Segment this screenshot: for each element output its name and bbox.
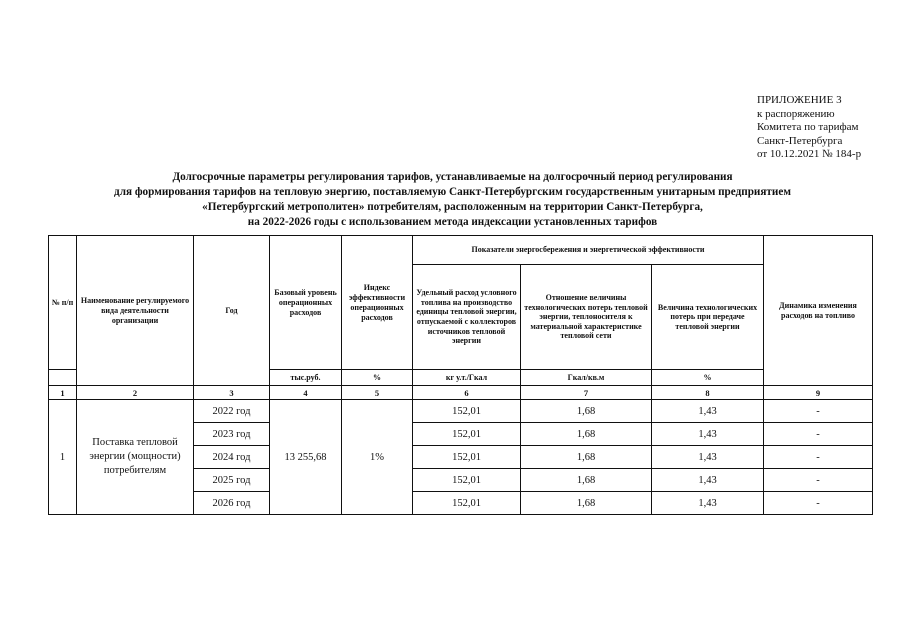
year-cell: 2022 год	[194, 400, 270, 423]
appendix-line: Санкт-Петербурга	[757, 134, 843, 147]
efficiency-index-value: 1%	[342, 400, 413, 515]
parameters-table	[48, 235, 873, 515]
appendix-line: Комитета по тарифам	[757, 121, 859, 133]
header-efficiency-index: Индекс эффективности операционных расходов	[342, 236, 413, 370]
fuel-dynamics-cell: -	[764, 423, 873, 446]
column-number: 3	[194, 386, 270, 400]
base-costs-value: 13 255,68	[270, 400, 342, 515]
losses-ratio-cell: 1,68	[521, 423, 652, 446]
unit-efficiency-index: %	[342, 370, 413, 386]
losses-value-cell: 1,43	[652, 423, 764, 446]
year-cell: 2024 год	[194, 446, 270, 469]
losses-value-cell: 1,43	[652, 400, 764, 423]
year-cell: 2023 год	[194, 423, 270, 446]
header-losses-ratio: Отношение величины технологических потерь тепловой энергии, теплоносителя к материальной характеристике тепловой сети	[521, 265, 652, 370]
header-fuel-dynamics: Динамика изменения расходов на топливо	[764, 236, 873, 386]
fuel-rate-cell: 152,01	[413, 492, 521, 515]
header-losses-value: Величина технологических потерь при передаче тепловой энергии	[652, 265, 764, 370]
document-title	[40, 170, 865, 230]
header-base-costs: Базовый уровень операционных расходов	[270, 236, 342, 370]
appendix-block	[757, 94, 861, 162]
header-num: № п/п	[49, 236, 77, 370]
column-number: 1	[49, 386, 77, 400]
column-number: 9	[764, 386, 873, 400]
fuel-rate-cell: 152,01	[413, 400, 521, 423]
unit-losses-value: %	[652, 370, 764, 386]
title-line: «Петербургский метрополитен» потребителям, расположенным на территории Санкт-Петербурга,	[202, 201, 703, 213]
org-activity: Поставка тепловой энергии (мощности) потребителям	[77, 400, 194, 515]
appendix-line: ПРИЛОЖЕНИЕ 3	[757, 94, 842, 106]
column-number: 4	[270, 386, 342, 400]
losses-ratio-cell: 1,68	[521, 400, 652, 423]
column-number: 7	[521, 386, 652, 400]
title-line: для формирования тарифов на тепловую энергию, поставляемую Санкт-Петербургским государственным унитарным предприятием	[114, 186, 791, 198]
header-org-name: Наименование регулируемого вида деятельности организации	[77, 236, 194, 386]
losses-ratio-cell: 1,68	[521, 492, 652, 515]
title-line: Долгосрочные параметры регулирования тарифов, устанавливаемые на долгосрочный период регулирования	[172, 171, 733, 183]
appendix-line: от 10.12.2021 № 184-р	[757, 148, 862, 160]
losses-value-cell: 1,43	[652, 469, 764, 492]
year-cell: 2025 год	[194, 469, 270, 492]
unit-losses-ratio: Гкал/кв.м	[521, 370, 652, 386]
fuel-dynamics-cell: -	[764, 492, 873, 515]
losses-value-cell: 1,43	[652, 446, 764, 469]
column-number: 8	[652, 386, 764, 400]
fuel-rate-cell: 152,01	[413, 469, 521, 492]
header-fuel-rate: Удельный расход условного топлива на производство единицы тепловой энергии, отпускаемой с коллекторов источников тепловой энергии	[413, 265, 521, 370]
losses-ratio-cell: 1,68	[521, 446, 652, 469]
title-line: на 2022-2026 годы с использованием метода индексации установленных тарифов	[247, 216, 658, 228]
fuel-rate-cell: 152,01	[413, 446, 521, 469]
fuel-dynamics-cell: -	[764, 446, 873, 469]
unit-fuel-rate: кг у.т./Гкал	[413, 370, 521, 386]
table-row	[49, 400, 873, 423]
unit-base-costs: тыс.руб.	[270, 370, 342, 386]
header-energy-group: Показатели энергосбережения и энергетической эффективности	[413, 236, 764, 265]
fuel-rate-cell: 152,01	[413, 423, 521, 446]
row-number: 1	[49, 400, 77, 515]
appendix-line: к распоряжению	[757, 107, 835, 120]
column-number: 6	[413, 386, 521, 400]
fuel-dynamics-cell: -	[764, 400, 873, 423]
header-year: Год	[194, 236, 270, 386]
losses-ratio-cell: 1,68	[521, 469, 652, 492]
year-cell: 2026 год	[194, 492, 270, 515]
fuel-dynamics-cell: -	[764, 469, 873, 492]
column-number: 5	[342, 386, 413, 400]
column-number: 2	[77, 386, 194, 400]
losses-value-cell: 1,43	[652, 492, 764, 515]
unit-num-empty	[49, 370, 77, 386]
